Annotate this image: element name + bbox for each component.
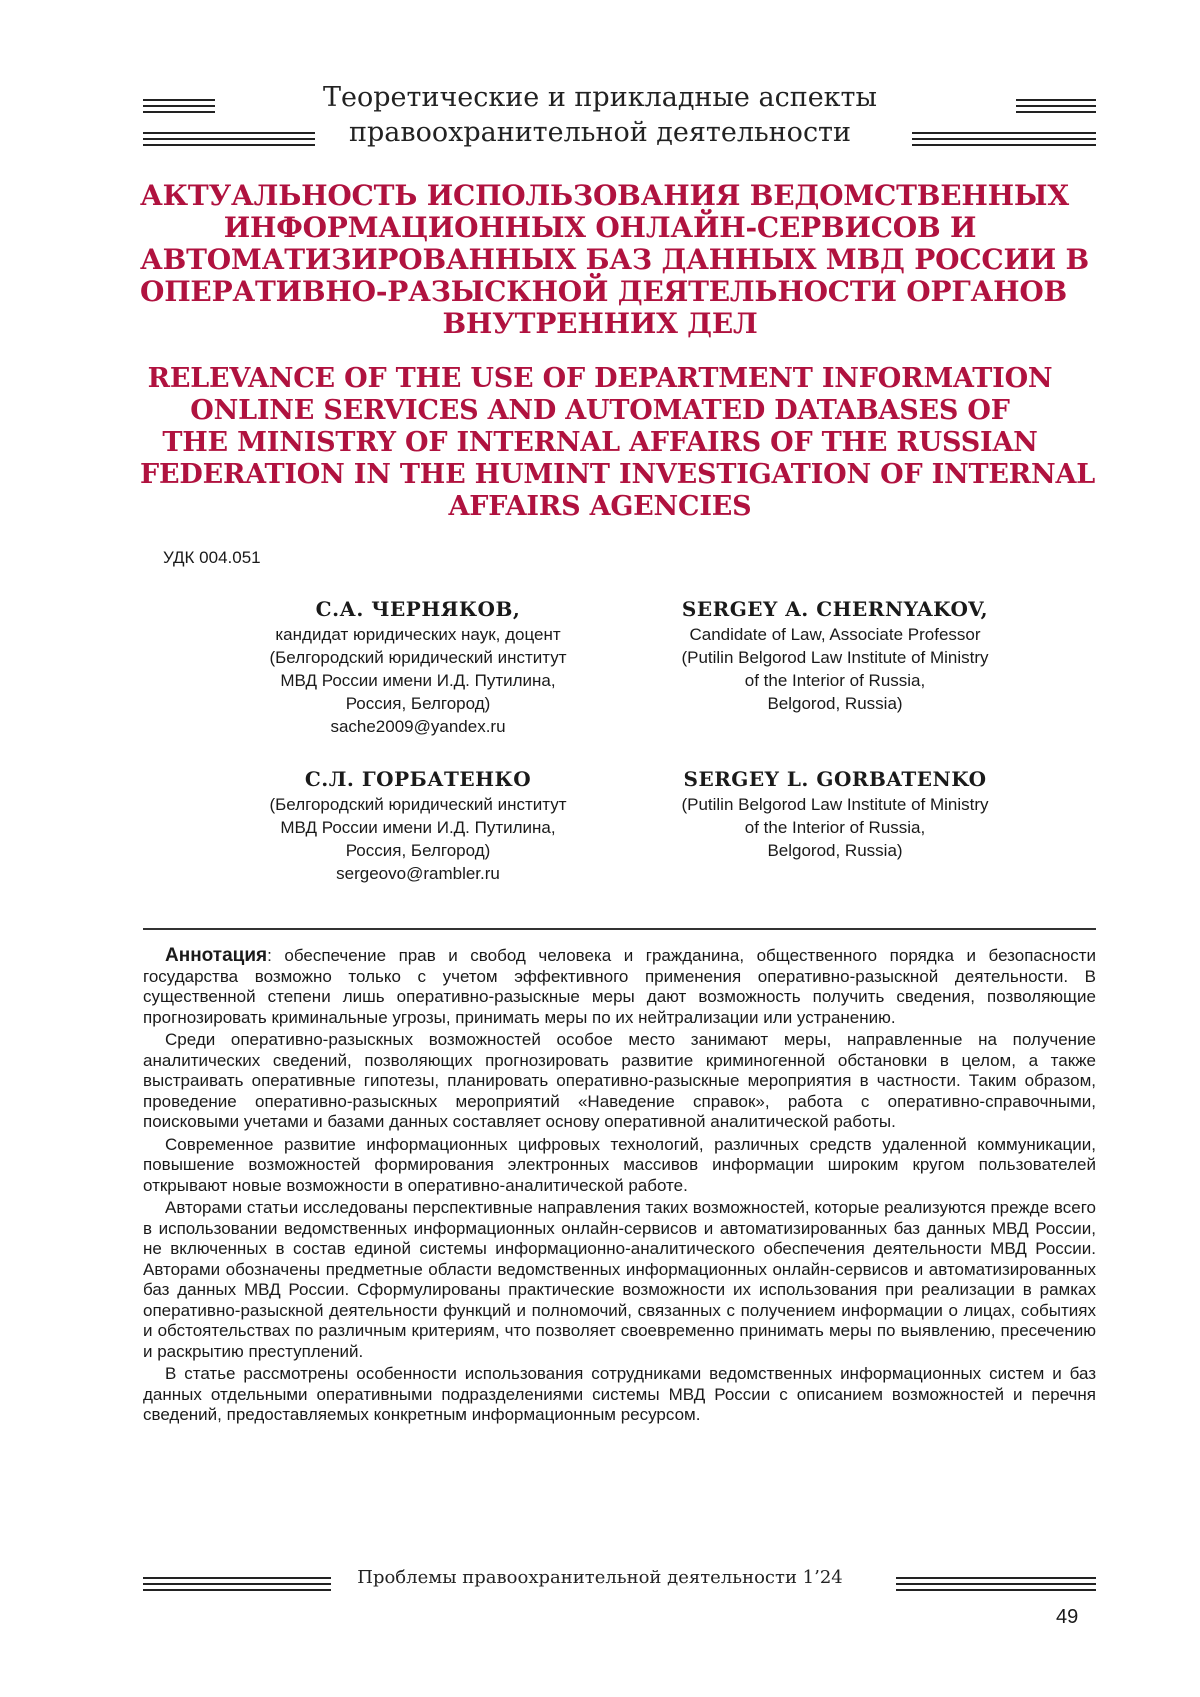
author-block-ru-2 [238,765,598,885]
title-en-line: ONLINE SERVICES AND AUTOMATED DATABASES OF [190,395,1010,426]
author-info-line: МВД России имени И.Д. Путилина, [280,671,556,690]
author-info-line: Belgorod, Russia) [767,841,903,860]
author-name: С.Л. ГОРБАТЕНКО [304,767,532,791]
article-title-en [140,363,1096,523]
author-info-line: Belgorod, Russia) [767,694,903,713]
udk-code: УДК 004.051 [163,548,261,567]
author-info-line: (Белгородский юридический институт [269,795,567,814]
abstract-paragraph: Среди оперативно-разыскных возможностей особое место занимают меры, направленные на получение аналитических сведений, позволяющих прогнозировать развитие криминогенной обстановки в целом, а также выстраивать оперативные гипотезы, планировать оперативно-разыскные мероприятия в частности. Таким образом, проведение оперативно-разыскных мероприятий «Наведение справок», работа с оперативно-справочными, поисковыми учетами и базами данных составляет основу оперативной аналитической работы. [143,1030,1096,1131]
title-en-line: RELEVANCE OF THE USE OF DEPARTMENT INFORMATION [147,363,1053,394]
title-ru-line: АВТОМАТИЗИРОВАННЫХ БАЗ ДАННЫХ МВД РОССИИ В [140,243,1090,276]
title-ru-line: АКТУАЛЬНОСТЬ ИСПОЛЬЗОВАНИЯ ВЕДОМСТВЕННЫХ [140,179,1069,212]
title-ru-line: ИНФОРМАЦИОННЫХ ОНЛАЙН-СЕРВИСОВ И [223,211,977,244]
section-divider [143,928,1096,930]
abstract-paragraph: Современное развитие информационных цифровых технологий, различных средств удаленной коммуникации, повышение возможностей формирования электронных массивов информации широким кругом пользователей открывают новые возможности в оперативно-аналитической работе. [143,1134,1096,1195]
author-block-en-1 [640,595,1030,715]
title-ru-line: ВНУТРЕННИХ ДЕЛ [442,307,758,340]
running-header [0,80,1200,150]
abstract-paragraph: В статье рассмотрены особенности использования сотрудниками ведомственных информационных систем и баз данных отдельными оперативными подразделениями системы МВД России с описанием возможностей и перечня сведений, предоставляемых конкретным информационным ресурсом. [143,1364,1096,1424]
author-info-line: Россия, Белгород) [345,694,491,713]
author-info-line: (Putilin Belgorod Law Institute of Ministry [681,648,989,667]
author-block-ru-1 [238,595,598,738]
page-number: 49 [1056,1606,1079,1628]
journal-footer: Проблемы правоохранительной деятельности 1’24 [357,1567,843,1588]
title-ru-line: ОПЕРАТИВНО-РАЗЫСКНОЙ ДЕЯТЕЛЬНОСТИ ОРГАНОВ [140,275,1067,308]
title-en-line: FEDERATION IN THE HUMINT INVESTIGATION OF INTERNAL [140,459,1096,490]
author-info-line: (Putilin Belgorod Law Institute of Ministry [681,795,989,814]
abstract [143,946,1096,1428]
running-header-line-1: Теоретические и прикладные аспекты [323,82,877,113]
running-header-line-2: правоохранительной деятельности [349,117,851,148]
author-name: С.А. ЧЕРНЯКОВ, [315,597,521,621]
abstract-label: Аннотация [165,945,268,966]
author-email: sergeovo@rambler.ru [336,864,500,883]
author-info-line: of the Interior of Russia, [744,671,926,690]
author-info-line: кандидат юридических наук, доцент [275,625,561,644]
abstract-paragraph [143,946,1096,1028]
author-name: SERGEY L. GORBATENKO [683,767,987,791]
author-info-line: МВД России имени И.Д. Путилина, [280,818,556,837]
title-en-line: THE MINISTRY OF INTERNAL AFFAIRS OF THE RUSSIAN [162,427,1038,458]
author-name: SERGEY A. CHERNYAKOV, [681,597,989,621]
abstract-paragraph: Авторами статьи исследованы перспективные направления таких возможностей, которые реализуются прежде всего в использовании ведомственных информационных онлайн-сервисов и автоматизированных баз данных МВД России, не включенных в состав единой системы информационно-аналитического обеспечения деятельности МВД России. Авторами обозначены предметные области ведомственных информационных онлайн-сервисов и автоматизированных баз данных МВД России. Сформулированы практические возможности их использования при реализации в рамках оперативно-разыскной деятельности функций и полномочий, связанных с получением информации о лицах, событиях и обстоятельствах по различным критериям, что позволяет своевременно принимать меры по выявлению, пресечению и раскрытию преступлений. [143,1198,1096,1361]
author-info-line: Россия, Белгород) [345,841,491,860]
author-block-en-2 [640,765,1030,862]
article-title-ru [140,179,1090,340]
title-en-line: AFFAIRS AGENCIES [448,491,752,522]
author-info-line: (Белгородский юридический институт [269,648,567,667]
author-email: sache2009@yandex.ru [330,717,506,736]
abstract-text: : обеспечение прав и свобод человека и гражданина, общественного порядка и безопасности государства возможно только с учетом эффективного применения оперативно-разыскной деятельности. В существенной степени лишь оперативно-разыскные меры дают возможность получить сведения, позволяющие прогнозировать криминальные угрозы, принимать меры по их нейтрализации или устранению. [143,946,1096,1027]
author-info-line: Candidate of Law, Associate Professor [689,625,981,644]
author-info-line: of the Interior of Russia, [744,818,926,837]
